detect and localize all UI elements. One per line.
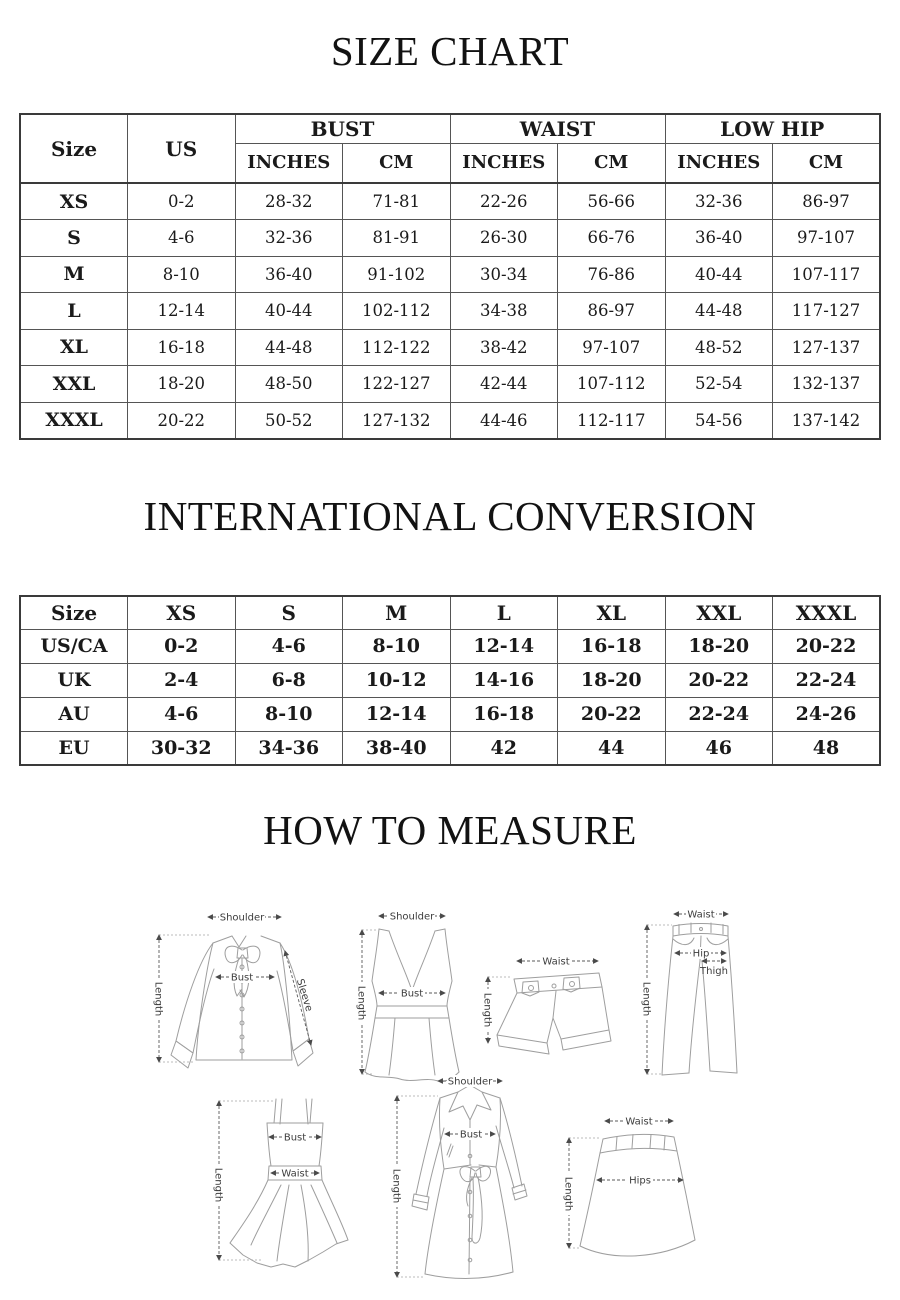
pants-thigh-label: Thigh — [700, 966, 728, 977]
table-cell: 44 — [558, 731, 666, 765]
blouse-shoulder-label: Shoulder — [219, 912, 265, 924]
table-cell: 12-14 — [450, 629, 558, 663]
table-cell: 42 — [450, 731, 558, 765]
skirt-waist-label: Waist — [625, 1116, 653, 1128]
column-header-low-hip: LOW HIP — [665, 114, 880, 143]
size-chart-table — [19, 113, 881, 440]
table-cell: US/CA — [20, 629, 128, 663]
table-cell: 44-48 — [235, 329, 343, 366]
table-cell: 44-46 — [450, 402, 558, 439]
table-cell: 86-97 — [773, 183, 881, 220]
table-row — [20, 293, 880, 330]
table-cell: 36-40 — [235, 256, 343, 293]
coat-shoulder-label: Shoulder — [447, 1076, 493, 1088]
pants-waist-label: Waist — [687, 909, 715, 921]
shorts-waist-label: Waist — [542, 956, 570, 968]
table-cell: 30-34 — [450, 256, 558, 293]
table-cell: 22-24 — [773, 663, 881, 697]
table-cell: 16-18 — [558, 629, 666, 663]
table-cell: L — [20, 293, 128, 330]
table-cell: XL — [20, 329, 128, 366]
subheader-inches: INCHES — [450, 143, 558, 183]
table-cell: 132-137 — [773, 366, 881, 403]
figure-shorts — [468, 948, 613, 1060]
table-cell: 4-6 — [128, 220, 236, 257]
subheader-cm: CM — [773, 143, 881, 183]
table-row — [20, 731, 880, 765]
table-cell: 48-52 — [665, 329, 773, 366]
table-cell: 24-26 — [773, 697, 881, 731]
table-cell: 30-32 — [128, 731, 236, 765]
blouse-bust-label: Bust — [230, 972, 254, 984]
table-row — [20, 663, 880, 697]
how-to-measure-title: HOW TO MEASURE — [263, 807, 637, 853]
table-cell: 12-14 — [128, 293, 236, 330]
coat-length-label: Length — [390, 1168, 402, 1204]
table-cell: 122-127 — [343, 366, 451, 403]
table-cell: XS — [20, 183, 128, 220]
table-cell: XXL — [20, 366, 128, 403]
table-cell: 20-22 — [773, 629, 881, 663]
table-cell: 54-56 — [665, 402, 773, 439]
table-cell: 40-44 — [665, 256, 773, 293]
pants-length-label: Length — [640, 981, 652, 1017]
subheader-cm: CM — [343, 143, 451, 183]
size-chart-title: SIZE CHART — [330, 28, 570, 74]
blouse-sleeve-label: Sleeve — [293, 977, 315, 1013]
table-cell: 20-22 — [665, 663, 773, 697]
table-cell: 44-48 — [665, 293, 773, 330]
international-conversion-title: INTERNATIONAL CONVERSION — [143, 493, 757, 539]
column-header: Size — [20, 596, 128, 629]
figure-pants — [633, 903, 738, 1083]
table-cell: 32-36 — [665, 183, 773, 220]
table-cell: EU — [20, 731, 128, 765]
table-cell: 56-66 — [558, 183, 666, 220]
table-cell: 127-137 — [773, 329, 881, 366]
figure-blouse — [135, 903, 330, 1088]
table-cell: 8-10 — [235, 697, 343, 731]
table-cell: 28-32 — [235, 183, 343, 220]
table-cell: 102-112 — [343, 293, 451, 330]
table-cell: 40-44 — [235, 293, 343, 330]
table-cell: XXXL — [20, 402, 128, 439]
dress-waist-label: Waist — [281, 1168, 309, 1180]
table-cell: 81-91 — [343, 220, 451, 257]
figure-coat — [383, 1070, 528, 1288]
table-cell: 117-127 — [773, 293, 881, 330]
subheader-inches: INCHES — [665, 143, 773, 183]
dress-bust-label: Bust — [283, 1132, 307, 1144]
pants-hip-label: Hip — [692, 948, 710, 960]
column-header-waist: WAIST — [450, 114, 665, 143]
table-cell: 34-38 — [450, 293, 558, 330]
skirt-length-label: Length — [562, 1176, 574, 1212]
figure-dress — [205, 1093, 355, 1268]
skirt-hips-label: Hips — [629, 1175, 651, 1187]
table-cell: 10-12 — [343, 663, 451, 697]
table-cell: 16-18 — [128, 329, 236, 366]
blouse-length-label: Length — [152, 981, 164, 1017]
table-cell: 107-117 — [773, 256, 881, 293]
table-cell: 2-4 — [128, 663, 236, 697]
table-cell: 66-76 — [558, 220, 666, 257]
table-cell: 112-117 — [558, 402, 666, 439]
table-cell: 20-22 — [558, 697, 666, 731]
table-cell: 4-6 — [128, 697, 236, 731]
table-header-row — [20, 114, 880, 143]
table-cell: 14-16 — [450, 663, 558, 697]
column-header-size: Size — [20, 114, 128, 183]
table-cell: 0-2 — [128, 183, 236, 220]
subheader-inches: INCHES — [235, 143, 343, 183]
shorts-length-label: Length — [481, 992, 493, 1028]
table-row — [20, 697, 880, 731]
table-cell: 20-22 — [128, 402, 236, 439]
table-cell: 8-10 — [128, 256, 236, 293]
table-header-row — [20, 596, 880, 629]
column-header: S — [235, 596, 343, 629]
column-header-bust: BUST — [235, 114, 450, 143]
column-header: M — [343, 596, 451, 629]
figure-tank-top — [348, 903, 463, 1088]
table-cell: 97-107 — [773, 220, 881, 257]
table-cell: 48-50 — [235, 366, 343, 403]
table-cell: 97-107 — [558, 329, 666, 366]
table-cell: 0-2 — [128, 629, 236, 663]
table-cell: 137-142 — [773, 402, 881, 439]
table-cell: 38-42 — [450, 329, 558, 366]
table-cell: 18-20 — [665, 629, 773, 663]
table-cell: UK — [20, 663, 128, 697]
dress-length-label: Length — [212, 1167, 224, 1203]
table-row — [20, 183, 880, 220]
column-header: XXL — [665, 596, 773, 629]
table-row — [20, 366, 880, 403]
subheader-cm: CM — [558, 143, 666, 183]
table-row — [20, 402, 880, 439]
column-header-us: US — [128, 114, 236, 183]
table-cell: 38-40 — [343, 731, 451, 765]
table-row — [20, 256, 880, 293]
table-cell: 91-102 — [343, 256, 451, 293]
figure-skirt — [553, 1108, 698, 1268]
table-row — [20, 220, 880, 257]
table-cell: 127-132 — [343, 402, 451, 439]
table-cell: AU — [20, 697, 128, 731]
international-conversion-table — [19, 595, 881, 766]
table-cell: 22-24 — [665, 697, 773, 731]
table-cell: 76-86 — [558, 256, 666, 293]
table-cell: 71-81 — [343, 183, 451, 220]
coat-bust-label: Bust — [459, 1129, 483, 1141]
table-cell: 16-18 — [450, 697, 558, 731]
tank-length-label: Length — [355, 985, 367, 1021]
table-cell: 86-97 — [558, 293, 666, 330]
column-header: L — [450, 596, 558, 629]
table-cell: 18-20 — [128, 366, 236, 403]
column-header: XL — [558, 596, 666, 629]
table-cell: 8-10 — [343, 629, 451, 663]
table-cell: 48 — [773, 731, 881, 765]
column-header: XS — [128, 596, 236, 629]
tank-bust-label: Bust — [400, 988, 424, 1000]
table-cell: 112-122 — [343, 329, 451, 366]
tank-shoulder-label: Shoulder — [389, 911, 435, 923]
table-cell: 12-14 — [343, 697, 451, 731]
table-row — [20, 629, 880, 663]
table-cell: 36-40 — [665, 220, 773, 257]
table-cell: 22-26 — [450, 183, 558, 220]
table-cell: 26-30 — [450, 220, 558, 257]
table-cell: 42-44 — [450, 366, 558, 403]
table-cell: 32-36 — [235, 220, 343, 257]
column-header: XXXL — [773, 596, 881, 629]
table-cell: 18-20 — [558, 663, 666, 697]
table-cell: 34-36 — [235, 731, 343, 765]
table-cell: 52-54 — [665, 366, 773, 403]
table-cell: M — [20, 256, 128, 293]
table-cell: 46 — [665, 731, 773, 765]
table-row — [20, 329, 880, 366]
table-cell: 107-112 — [558, 366, 666, 403]
table-cell: 50-52 — [235, 402, 343, 439]
table-cell: 4-6 — [235, 629, 343, 663]
table-cell: 6-8 — [235, 663, 343, 697]
table-cell: S — [20, 220, 128, 257]
